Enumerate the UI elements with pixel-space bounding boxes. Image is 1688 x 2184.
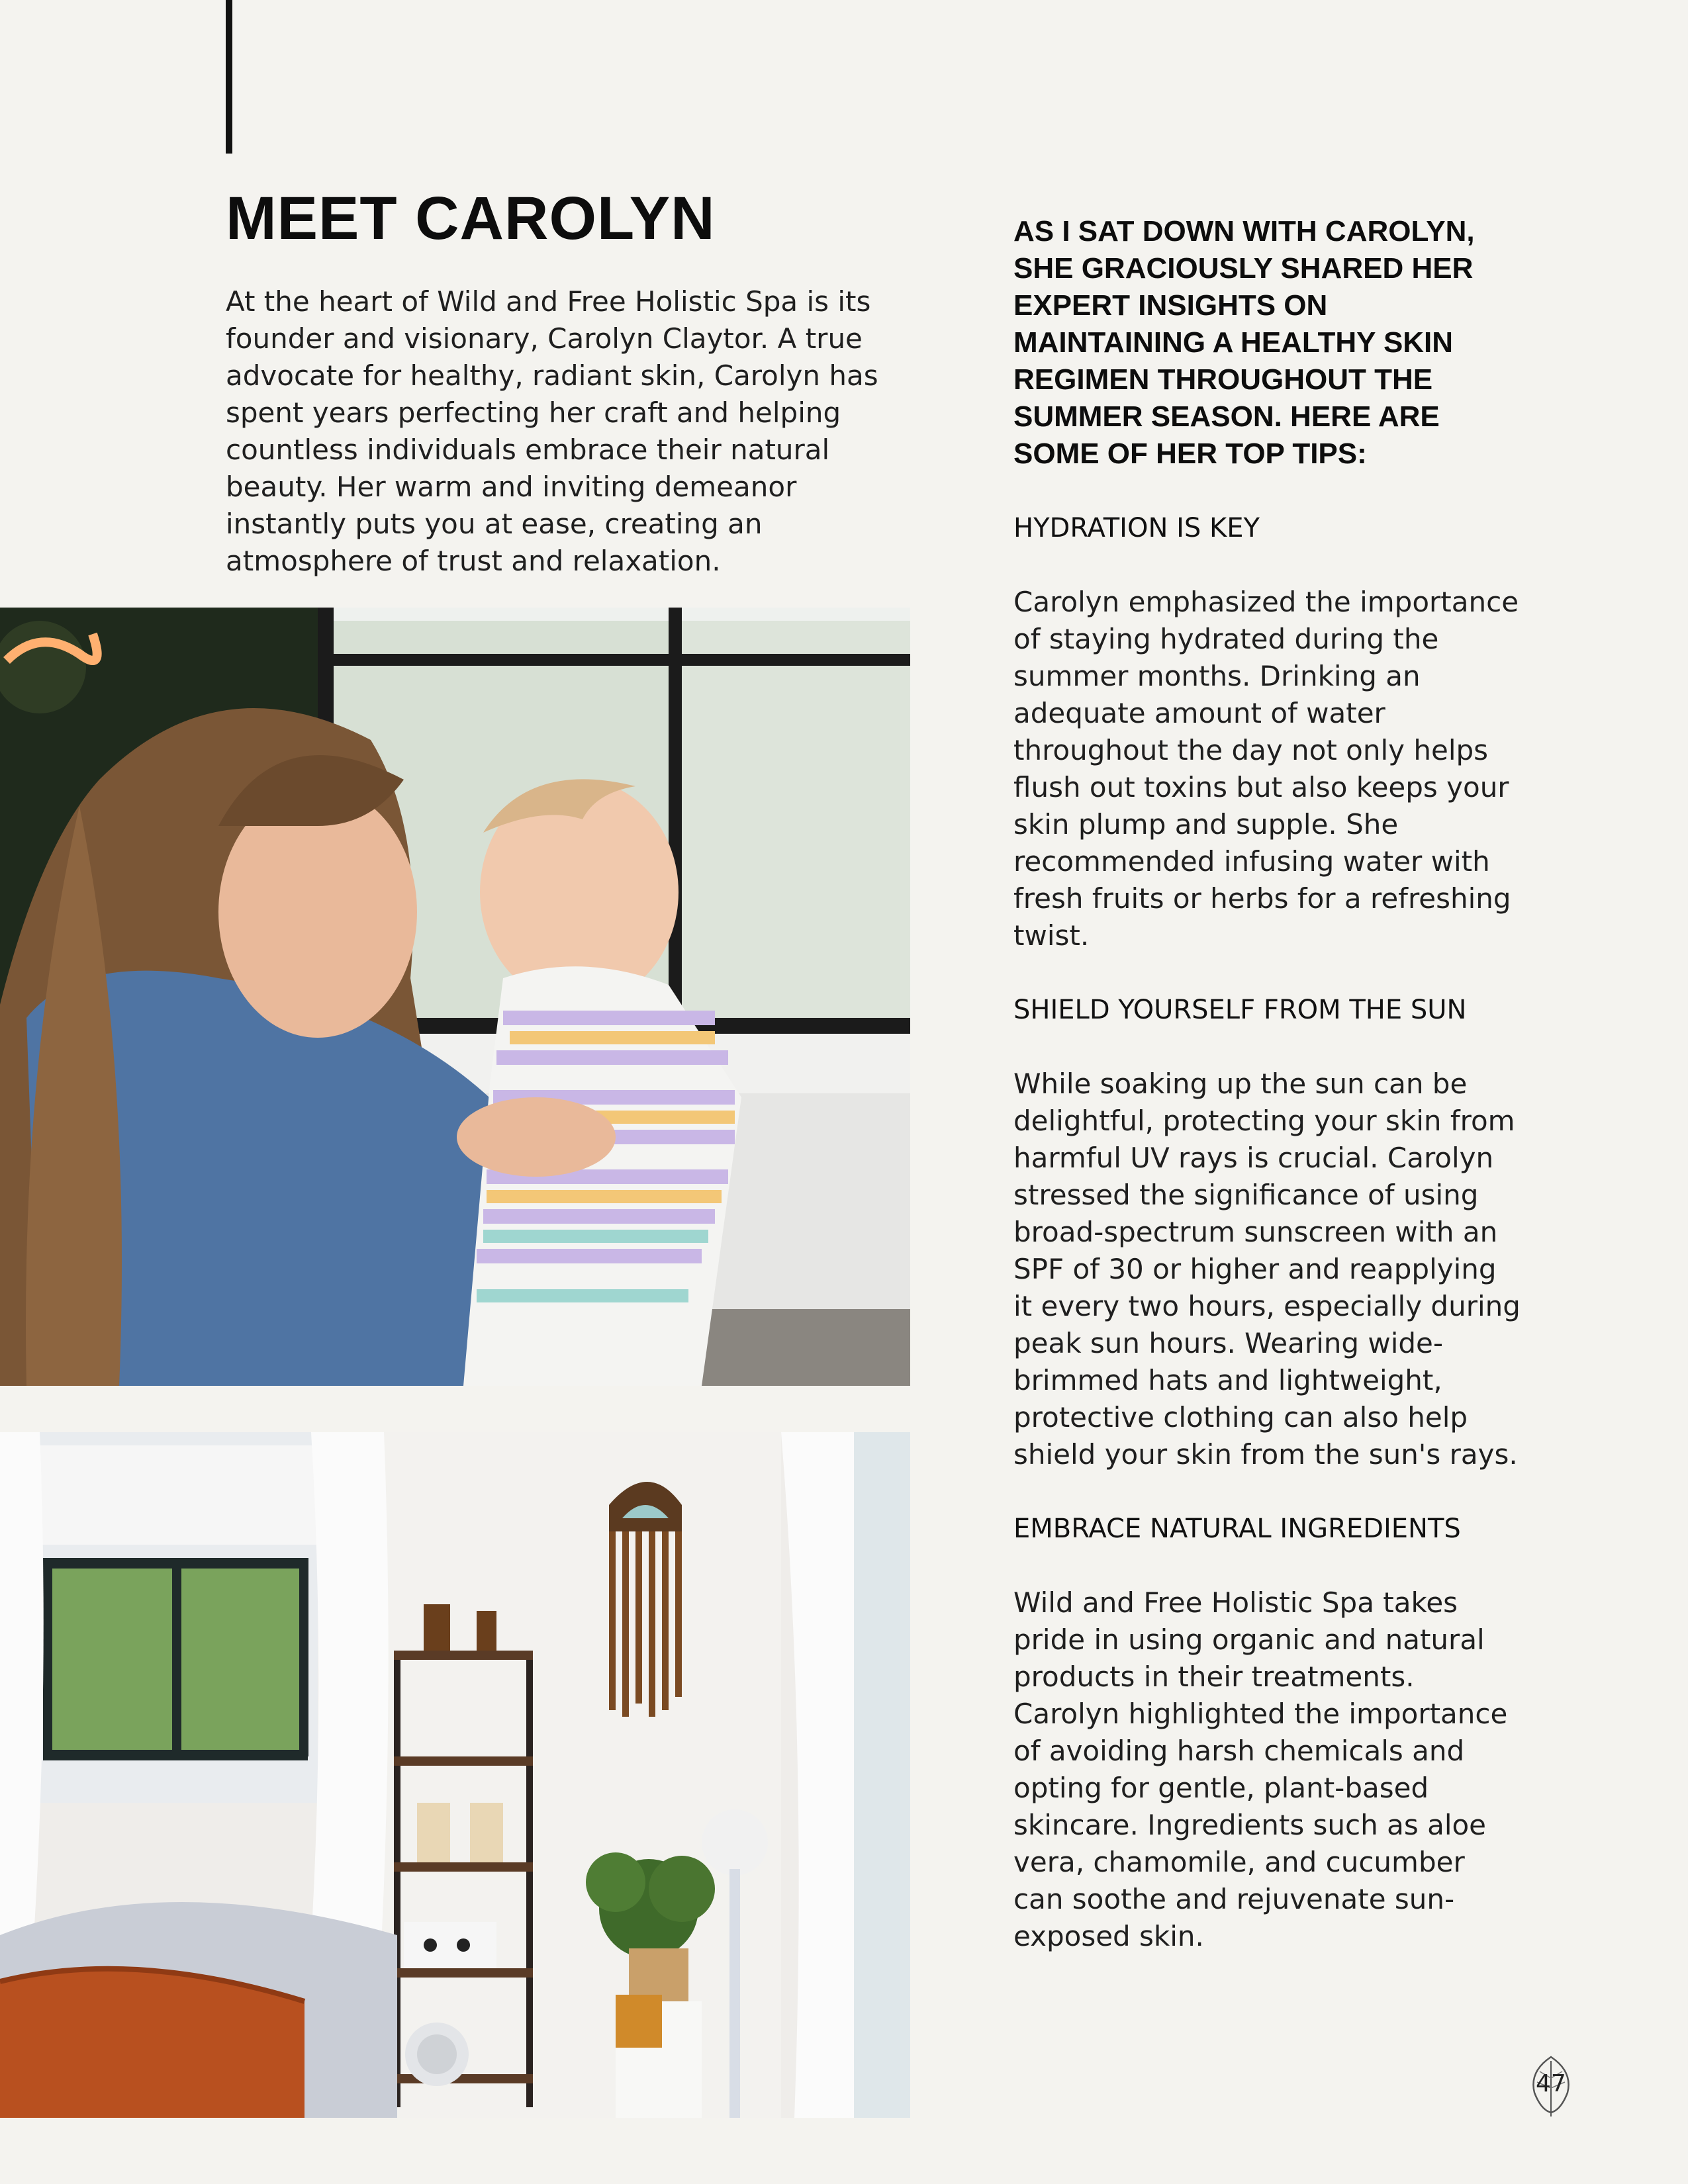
- lead-paragraph: AS I SAT DOWN WITH CAROLYN, SHE GRACIOUSLY SHARED HER EXPERT INSIGHTS ON MAINTAINING A HEALTHY SKIN REGIMEN THROUGHOUT THE SUMMER SEASON. HERE ARE SOME OF HER TOP TIPS:: [1013, 215, 1475, 470]
- tip-body-ingredients: Wild and Free Holistic Spa takes pride in using organic and natural products in their treatments. Carolyn highlighted the importance of avoiding harsh chemicals and opting for gentle, plant-based skincare. Ingredients such as aloe vera, chamomile, and cucumber can soothe and rejuvenate sun-exposed skin.: [1013, 1586, 1508, 1952]
- tip-body-hydration: Carolyn emphasized the importance of staying hydrated during the summer months. Drinking an adequate amount of water throughout the day not only helps flush out toxins but also keeps your skin plump and supple. She recommended infusing water with fresh fruits or herbs for a refreshing twist.: [1013, 586, 1519, 952]
- tip-body-sun: While soaking up the sun can be delightful, protecting your skin from harmful UV rays is crucial. Carolyn stressed the significance of using broad-spectrum sunscreen with an SPF of 30 or higher and reapplying it every two hours, especially during peak sun hours. Wearing wide-brimmed hats and lightweight, protective clothing can also help shield your skin from the sun's rays.: [1013, 1068, 1521, 1471]
- intro-column: [226, 179, 914, 580]
- article-title: MEET CAROLYN: [226, 185, 716, 252]
- page-number-badge: [1521, 2052, 1581, 2118]
- tip-heading-ingredients: EMBRACE NATURAL INGREDIENTS: [1013, 1514, 1461, 1544]
- tip-heading-hydration: HYDRATION IS KEY: [1013, 513, 1260, 543]
- tip-heading-sun: SHIELD YOURSELF FROM THE SUN: [1013, 995, 1467, 1025]
- photo-spa-treatment-room: [0, 1432, 910, 2118]
- intro-paragraph: At the heart of Wild and Free Holistic Spa is its founder and visionary, Carolyn Claytor. A true advocate for healthy, radiant skin, Carolyn has spent years perfecting her craft and helping countless individuals embrace their natural beauty. Her warm and inviting demeanor instantly puts you at ease, creating an atmosphere of trust and relaxation.: [226, 285, 878, 577]
- tips-column: [1013, 213, 1523, 1955]
- top-accent-rule: [226, 0, 232, 154]
- page-number: 47: [1536, 2070, 1566, 2097]
- photo-carolyn-with-baby: [0, 608, 910, 1386]
